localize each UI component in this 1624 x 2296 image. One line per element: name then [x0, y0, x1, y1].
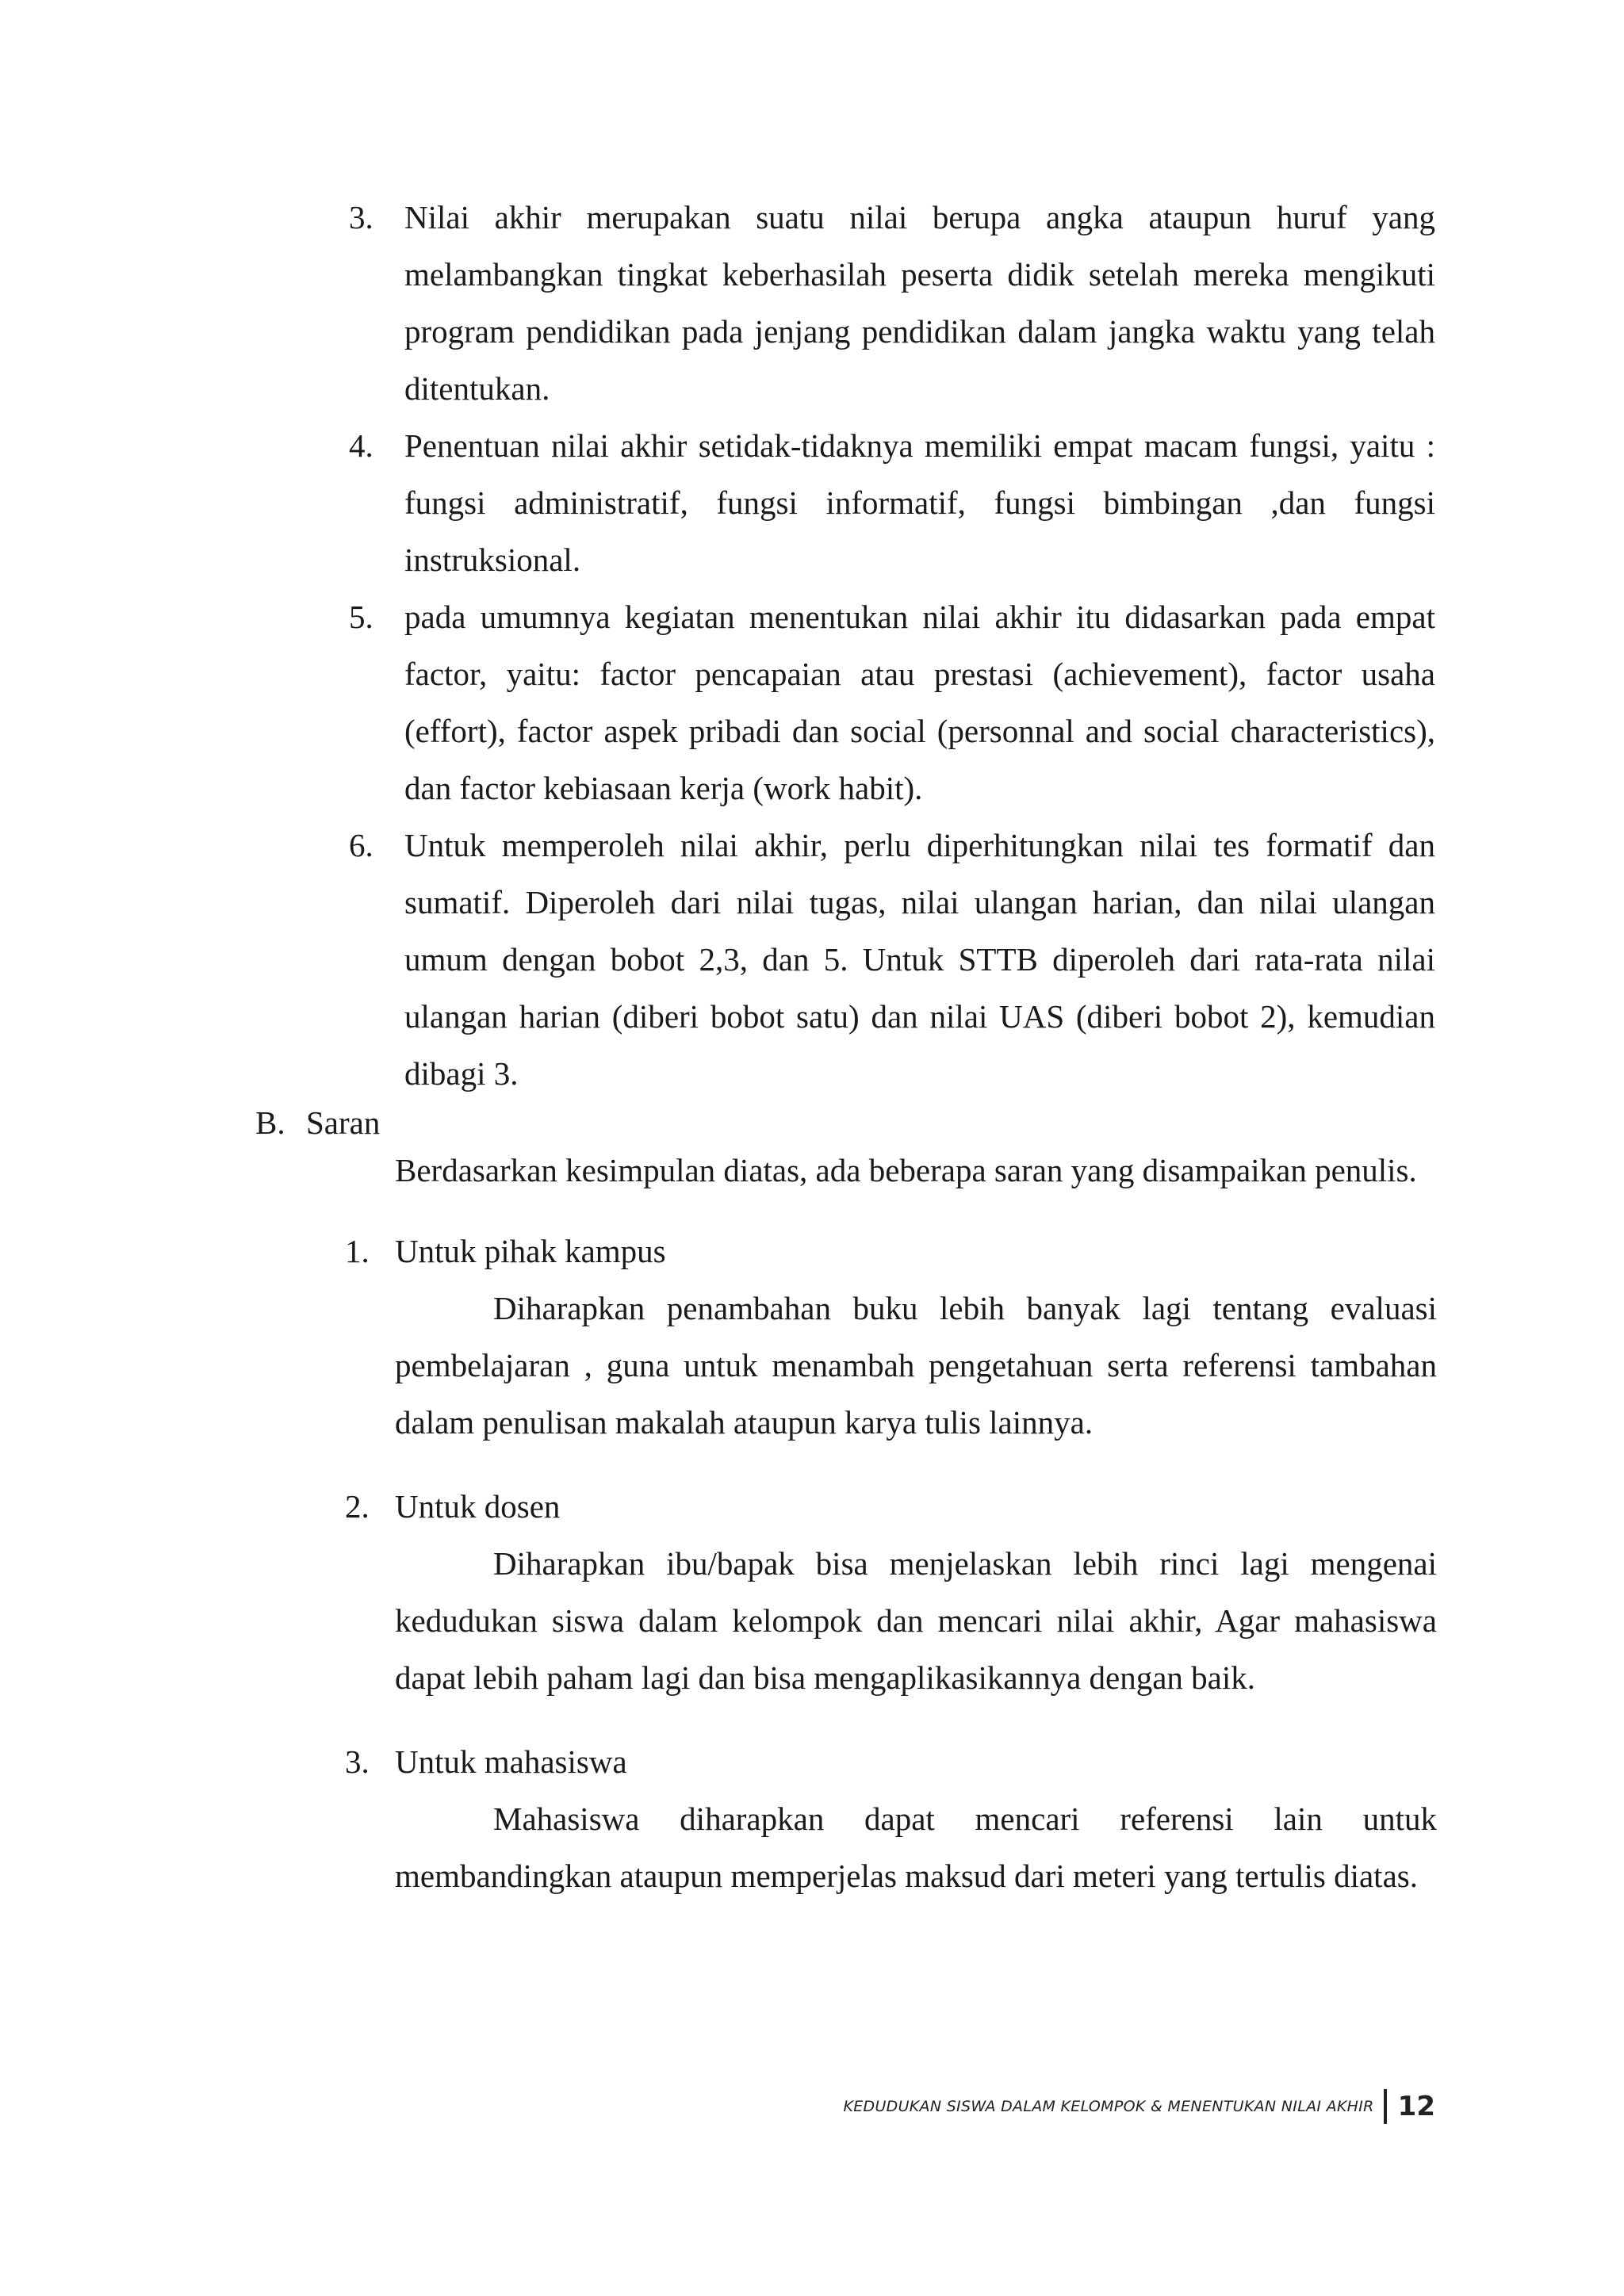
- running-title: KEDUDUKAN SISWA DALAM KELOMPOK & MENENTUKAN NILAI AKHIR: [843, 2098, 1374, 2115]
- suggestion-item-student: [345, 1733, 1437, 1904]
- suggestion-body: Mahasiswa diharapkan dapat mencari referensi lain untuk membandingkan ataupun memperjelas maksud dari meteri yang tertulis diatas.: [395, 1800, 1437, 1894]
- conclusion-number: 3.: [349, 199, 373, 235]
- section-letter: B.: [255, 1104, 285, 1141]
- page-footer: [843, 2087, 1435, 2126]
- suggestion-number: 3.: [345, 1743, 370, 1780]
- suggestion-title: Untuk pihak kampus: [395, 1233, 666, 1269]
- section-heading: [255, 1094, 1437, 1142]
- suggestion-number: 2.: [345, 1488, 370, 1525]
- conclusion-item-5: [349, 588, 1435, 817]
- conclusion-text: Untuk memperoleh nilai akhir, perlu diperhitungkan nilai tes formatif dan sumatif. Diperoleh dari nilai tugas, nilai ulangan harian, dan nilai ulangan umum dengan bobot 2,3, dan 5. Untuk STTB diperoleh dari rata-rata nilai ulangan harian (diberi bobot satu) dan nilai UAS (diberi bobot 2), kemudian dibagi 3.: [404, 827, 1435, 1092]
- conclusion-item-6: [349, 817, 1435, 1102]
- section-title: Saran: [306, 1104, 381, 1141]
- conclusion-number: 5.: [349, 599, 373, 635]
- conclusion-number: 4.: [349, 427, 373, 464]
- suggestion-body: Diharapkan penambahan buku lebih banyak lagi tentang evaluasi pembelajaran , guna untuk menambah pengetahuan serta referensi tambahan dalam penulisan makalah ataupun karya tulis lainnya.: [395, 1290, 1437, 1441]
- conclusion-item-3: [349, 189, 1435, 417]
- suggestion-item-lecturer: [345, 1478, 1437, 1706]
- conclusion-text: Nilai akhir merupakan suatu nilai berupa angka ataupun huruf yang melambangkan tingkat keberhasilah peserta didik setelah mereka mengikuti program pendidikan pada jenjang pendidikan dalam jangka waktu yang telah ditentukan.: [404, 199, 1435, 407]
- conclusion-text: Penentuan nilai akhir setidak-tidaknya memiliki empat macam fungsi, yaitu : fungsi administratif, fungsi informatif, fungsi bimbingan ,dan fungsi instruksional.: [404, 427, 1435, 578]
- suggestion-title: Untuk dosen: [395, 1488, 561, 1525]
- suggestion-body: Diharapkan ibu/bapak bisa menjelaskan lebih rinci lagi mengenai kedudukan siswa dalam kelompok dan mencari nilai akhir, Agar mahasiswa dapat lebih paham lagi dan bisa mengaplikasikannya dengan baik.: [395, 1545, 1437, 1696]
- footer-divider: [1384, 2089, 1387, 2124]
- suggestion-item-campus: [345, 1223, 1437, 1451]
- conclusion-number: 6.: [349, 827, 373, 863]
- conclusion-list: [349, 189, 1435, 1102]
- section-intro: Berdasarkan kesimpulan diatas, ada beberapa saran yang disampaikan penulis.: [395, 1152, 1417, 1188]
- conclusion-text: pada umumnya kegiatan menentukan nilai akhir itu didasarkan pada empat factor, yaitu: factor pencapaian atau prestasi (achievement), factor usaha (effort), factor aspek pribadi dan social (personnal and social characteristics), dan factor kebiasaan kerja (work habit).: [404, 599, 1435, 806]
- conclusion-item-4: [349, 417, 1435, 588]
- section-saran: [255, 1094, 1437, 1931]
- suggestion-title: Untuk mahasiswa: [395, 1743, 627, 1780]
- page-number: 12: [1397, 2091, 1435, 2122]
- suggestion-number: 1.: [345, 1233, 370, 1269]
